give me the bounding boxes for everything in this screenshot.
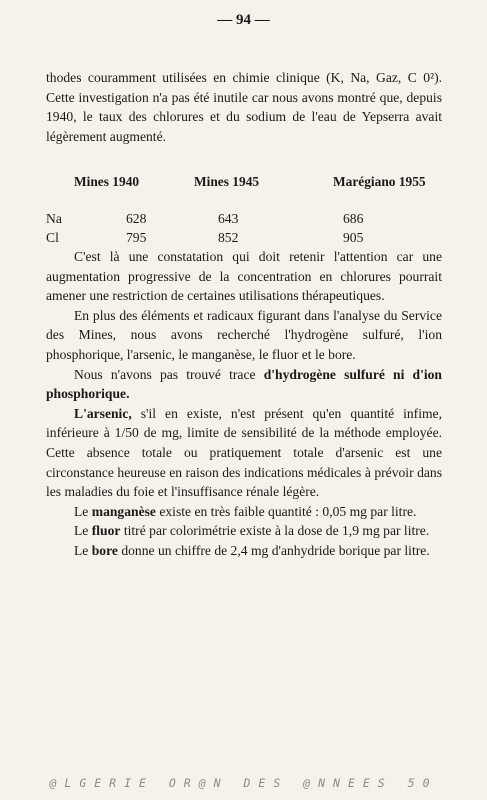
bold-span: bore	[91, 542, 118, 558]
page-body	[46, 68, 442, 560]
analysis-table	[46, 209, 442, 247]
cell-value: 905	[343, 229, 364, 245]
paragraph-constatation: C'est là une constatation qui doit retenir l'attention car une augmentation progressive de la concentration en chlorures pourrait amener une restriction de certaines utilisations thérapeutiques.	[46, 248, 442, 304]
row-label: Cl	[46, 229, 59, 245]
text-span: existe en très faible quantité : 0,05 mg par litre.	[155, 503, 417, 519]
cell-value: 852	[218, 229, 239, 245]
bold-span: fluor	[91, 523, 121, 539]
text-span: Le	[74, 523, 92, 539]
paragraph-fluor	[46, 521, 442, 541]
table-header	[46, 172, 442, 192]
paragraph-elements: En plus des éléments et radicaux figurant dans l'analyse du Service des Mines, nous avons recherché l'hydrogène sulfuré, l'ion phosphorique, l'arsenic, le manganèse, le fluor et le bore.	[46, 307, 442, 362]
bold-span: L'arsenic,	[74, 405, 132, 421]
header-mines-1945: Mines 1945	[194, 174, 260, 190]
text-span: Le	[74, 542, 92, 558]
header-maregiano-1955: Marégiano 1955	[333, 174, 426, 190]
cell-value: 795	[126, 229, 147, 245]
bold-span: manganèse	[91, 503, 156, 519]
header-mines-1940: Mines 1940	[74, 174, 140, 190]
text-span: Le	[74, 503, 92, 519]
text-span: Nous n'avons pas trouvé trace	[74, 366, 264, 382]
bold-span: d'hydrogène sulfuré ni d'ion phosphorique.	[46, 366, 442, 402]
watermark-footer: @LGERIE OR@N DES @NNEES 50	[49, 776, 438, 790]
page-number: — 94 —	[217, 12, 270, 28]
paragraph-hydrogene	[46, 365, 442, 404]
paragraph-bore	[46, 541, 442, 561]
row-label: Na	[46, 210, 62, 226]
text-span: titré par colorimétrie existe à la dose de 1,9 mg par litre.	[120, 523, 430, 539]
table-row	[46, 209, 442, 228]
cell-value: 628	[126, 210, 147, 226]
paragraph-intro: thodes couramment utilisées en chimie clinique (K, Na, Gaz, C 0²). Cette investigation n'a pas été inutile car nous avons montré que, depuis 1940, le taux des chlorures et du sodium de l'eau de Yepserra avait légèrement augmenté.	[46, 70, 442, 144]
text-span: s'il en existe, n'est présent qu'en quantité infime, inférieure à 1/50 de mg, limite de sensibilité de la méthode employée. Cette absence totale ou pratiquement totale d'arsenic est une circonstance heureuse en raison des indications médicales à prévoir dans les maladies du foie et l'insuffisance rénale légère.	[46, 405, 442, 500]
cell-value: 643	[218, 210, 239, 226]
text-span: donne un chiffre de 2,4 mg d'anhydride borique par litre.	[117, 542, 430, 558]
paragraph-manganese	[46, 502, 442, 522]
table-row	[46, 228, 442, 247]
paragraph-arsenic	[46, 404, 442, 502]
cell-value: 686	[343, 210, 364, 226]
